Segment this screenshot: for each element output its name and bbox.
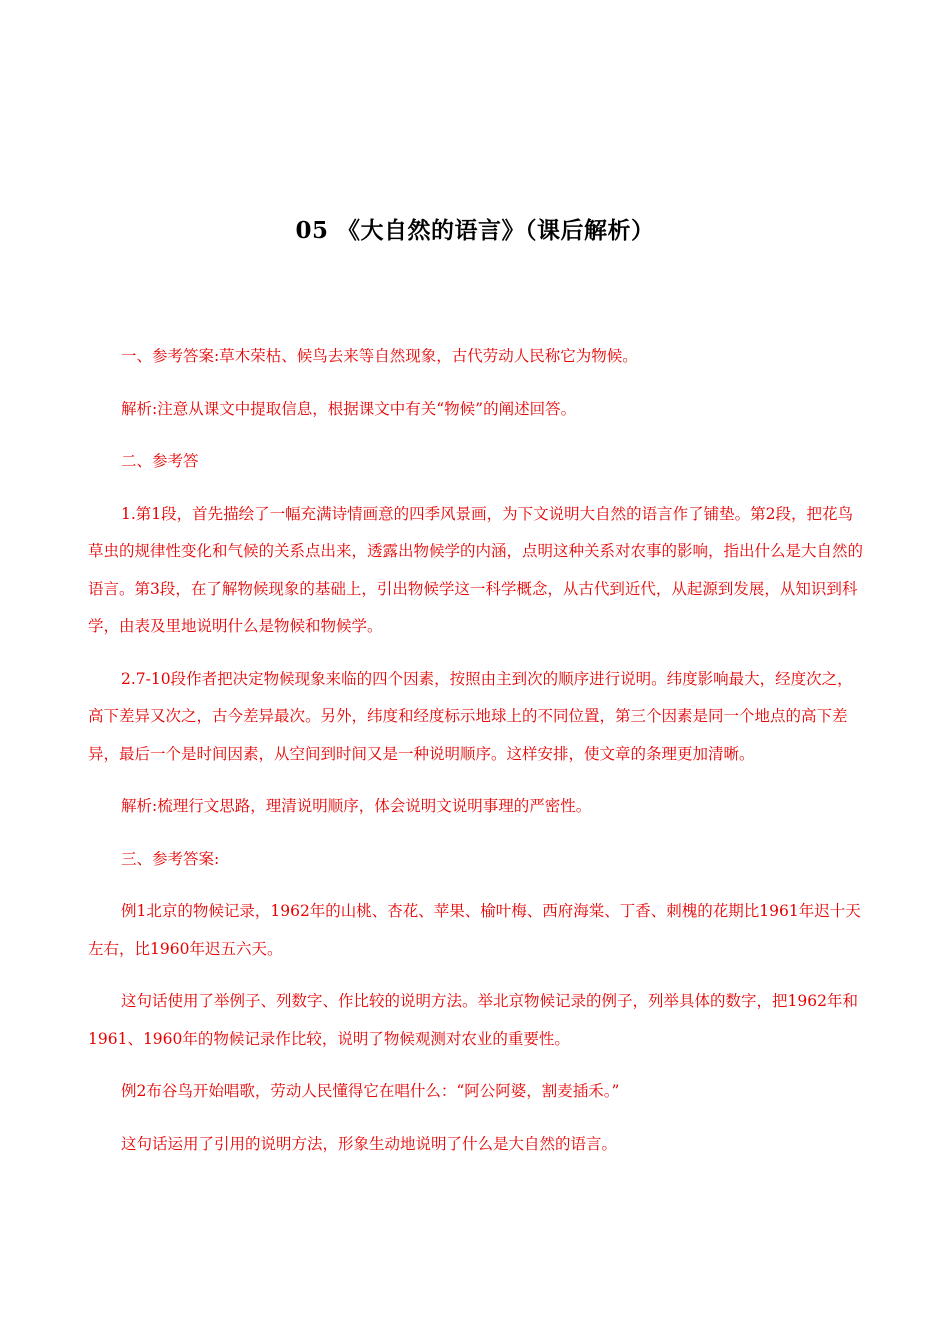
section-heading-2: 二、参考答 (121, 452, 199, 470)
example-paragraph-2: 例2布谷鸟开始唱歌，劳动人民懂得它在唱什么：“阿公阿婆，割麦插禾。” (121, 1082, 620, 1100)
section-heading-3: 三、参考答案: (121, 849, 220, 868)
answer-paragraph-2-1: 1.第1段，首先描绘了一幅充满诗情画意的四季风景画，为下文说明大自然的语言作了铺垫。第2段，把花鸟草虫的规律性变化和气候的关系点出来，透露出物候学的内涵，点明这种关系对农事的影响，指出什么是大自然的语言。第3段，在了解物候现象的基础上，引出物候学这一科学概念，从古代到近代，从起源到发展，从知识到科学，由表及里地说明什么是物候和物候学。 (88, 504, 864, 635)
answer-body (88, 338, 868, 1163)
example-paragraph-1: 例1北京的物候记录，1962年的山桃、杏花、苹果、榆叶梅、西府海棠、丁香、刺槐的花期比1961年迟十天左右，比1960年迟五六天。 (88, 902, 861, 958)
page-title: 05 《大自然的语言》（课后解析） (295, 217, 655, 244)
example-explanation-2: 这句话运用了引用的说明方法，形象生动地说明了什么是大自然的语言。 (121, 1134, 618, 1153)
analysis-paragraph-1: 解析:注意从课文中提取信息，根据课文中有关“物候”的阐述回答。 (121, 399, 577, 418)
analysis-paragraph-2: 解析:梳理行文思路，理清说明顺序，体会说明文说明事理的严密性。 (121, 797, 592, 815)
answer-paragraph-1: 一、参考答案:草木荣枯、候鸟去来等自然现象，古代劳动人民称它为物候。 (121, 347, 638, 365)
answer-paragraph-2-2: 2.7-10段作者把决定物候现象来临的四个因素，按照由主到次的顺序进行说明。纬度影响最大，经度次之，高下差异又次之，古今差异最次。另外，纬度和经度标示地球上的不同位置，第三个因素是同一个地点的高下差异，最后一个是时间因素，从空间到时间又是一种说明顺序。这样安排，使文章的条理更加清晰。 (88, 669, 853, 763)
example-explanation-1: 这句话使用了举例子、列数字、作比较的说明方法。举北京物候记录的例子，列举具体的数字，把1962年和1961、1960年的物候记录作比较，说明了物候观测对农业的重要性。 (88, 992, 858, 1048)
